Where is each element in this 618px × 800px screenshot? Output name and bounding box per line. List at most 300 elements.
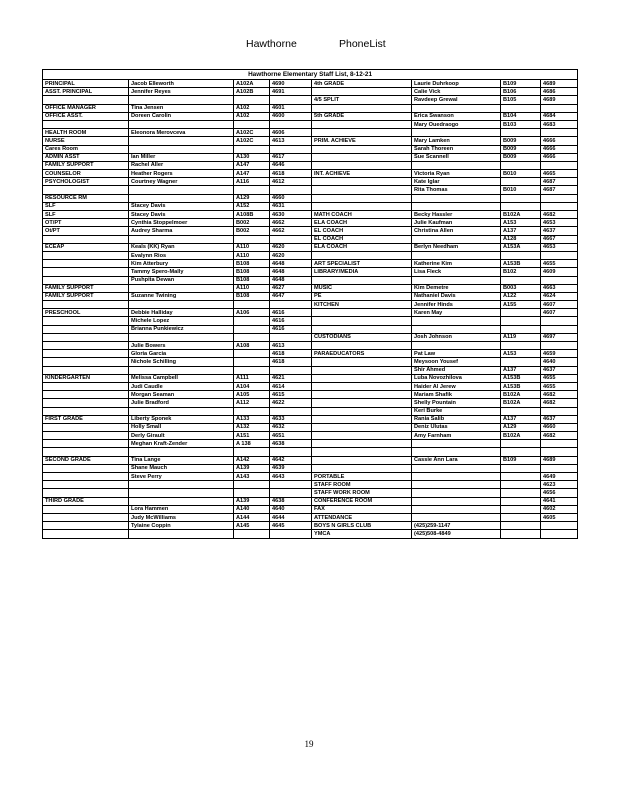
left-role-cell: OFFICE MANAGER <box>43 104 129 112</box>
left-ext-cell: 4618 <box>270 170 312 178</box>
table-row <box>43 227 578 235</box>
right-ext-cell <box>541 104 578 112</box>
left-ext-cell: 4633 <box>270 415 312 423</box>
table-row <box>43 243 578 251</box>
right-room-cell <box>501 522 541 530</box>
right-room-cell <box>501 129 541 137</box>
left-room-cell <box>234 366 270 374</box>
table-row <box>43 350 578 358</box>
right-room-cell: B109 <box>501 456 541 464</box>
right-name-cell: Ravdeep Grewal <box>412 96 501 104</box>
right-role-cell <box>312 464 412 472</box>
right-room-cell: B009 <box>501 137 541 145</box>
left-ext-cell: 4621 <box>270 374 312 382</box>
left-role-cell <box>43 407 129 415</box>
left-ext-cell <box>270 120 312 128</box>
left-role-cell <box>43 513 129 521</box>
table-row <box>43 260 578 268</box>
left-room-cell: A110 <box>234 243 270 251</box>
left-room-cell: A102C <box>234 137 270 145</box>
right-room-cell: B102A <box>501 399 541 407</box>
left-ext-cell <box>270 448 312 456</box>
left-role-cell: FAMILY SUPPORT <box>43 161 129 169</box>
right-ext-cell: 4609 <box>541 268 578 276</box>
right-role-cell <box>312 391 412 399</box>
right-room-cell: A153A <box>501 243 541 251</box>
left-name-cell: Keals (KK) Ryan <box>129 243 234 251</box>
right-room-cell <box>501 251 541 259</box>
right-role-cell <box>312 317 412 325</box>
left-name-cell <box>129 301 234 309</box>
right-role-cell <box>312 161 412 169</box>
right-ext-cell: 4660 <box>541 423 578 431</box>
left-ext-cell: 4647 <box>270 292 312 300</box>
right-room-cell: A129 <box>501 423 541 431</box>
right-ext-cell: 4666 <box>541 145 578 153</box>
right-room-cell: A153B <box>501 374 541 382</box>
table-row <box>43 219 578 227</box>
right-role-cell: KITCHEN <box>312 301 412 309</box>
right-name-cell: Mary Ouedraogo <box>412 120 501 128</box>
table-row <box>43 129 578 137</box>
right-name-cell: Josh Johnson <box>412 333 501 341</box>
left-name-cell: Derly Girault <box>129 432 234 440</box>
right-room-cell: B003 <box>501 284 541 292</box>
right-role-cell <box>312 366 412 374</box>
right-role-cell <box>312 358 412 366</box>
left-ext-cell: 4640 <box>270 505 312 513</box>
left-ext-cell: 4638 <box>270 497 312 505</box>
table-row <box>43 489 578 497</box>
right-room-cell <box>501 530 541 538</box>
left-ext-cell: 4616 <box>270 309 312 317</box>
right-name-cell <box>412 161 501 169</box>
right-role-cell <box>312 382 412 390</box>
left-ext-cell: 4662 <box>270 219 312 227</box>
right-room-cell <box>501 276 541 284</box>
right-ext-cell: 4682 <box>541 391 578 399</box>
left-room-cell: A110 <box>234 284 270 292</box>
right-role-cell: MATH COACH <box>312 211 412 219</box>
left-name-cell <box>129 489 234 497</box>
left-name-cell: Brianna Punkiewicz <box>129 325 234 333</box>
left-name-cell: Jennifer Reyes <box>129 88 234 96</box>
left-ext-cell: 4639 <box>270 464 312 472</box>
left-role-cell: FAMILY SUPPORT <box>43 284 129 292</box>
right-ext-cell <box>541 251 578 259</box>
right-name-cell <box>412 235 501 243</box>
right-room-cell <box>501 473 541 481</box>
right-room-cell: A128 <box>501 235 541 243</box>
right-role-cell: EL COACH <box>312 227 412 235</box>
right-name-cell: Nathaniel Davis <box>412 292 501 300</box>
right-name-cell: Karen May <box>412 309 501 317</box>
left-role-cell: OT/PT <box>43 219 129 227</box>
right-role-cell <box>312 399 412 407</box>
table-row <box>43 522 578 530</box>
left-name-cell: Pushpita Dewan <box>129 276 234 284</box>
right-role-cell <box>312 178 412 186</box>
left-room-cell: A132 <box>234 423 270 431</box>
left-room-cell: A110 <box>234 251 270 259</box>
right-room-cell: A122 <box>501 292 541 300</box>
right-room-cell <box>501 194 541 202</box>
left-room-cell: A105 <box>234 391 270 399</box>
right-room-cell <box>501 178 541 186</box>
right-room-cell <box>501 407 541 415</box>
right-name-cell <box>412 489 501 497</box>
staff-table <box>42 69 578 539</box>
right-ext-cell: 4653 <box>541 219 578 227</box>
right-name-cell: Amy Farnham <box>412 432 501 440</box>
right-ext-cell <box>541 317 578 325</box>
right-name-cell: Deniz Ulutas <box>412 423 501 431</box>
right-role-cell <box>312 88 412 96</box>
left-ext-cell: 4618 <box>270 350 312 358</box>
right-room-cell <box>501 342 541 350</box>
right-room-cell <box>501 161 541 169</box>
left-role-cell <box>43 301 129 309</box>
left-ext-cell <box>270 301 312 309</box>
left-ext-cell: 4644 <box>270 513 312 521</box>
right-room-cell: B102A <box>501 211 541 219</box>
right-ext-cell <box>541 530 578 538</box>
left-role-cell <box>43 96 129 104</box>
left-ext-cell: 4613 <box>270 342 312 350</box>
left-role-cell <box>43 120 129 128</box>
table-row <box>43 382 578 390</box>
table-row <box>43 358 578 366</box>
left-room-cell <box>234 481 270 489</box>
left-name-cell: Judi Caudle <box>129 382 234 390</box>
table-row <box>43 202 578 210</box>
right-ext-cell: 4682 <box>541 432 578 440</box>
left-role-cell: SLF <box>43 211 129 219</box>
left-name-cell: Julie Bradford <box>129 399 234 407</box>
left-room-cell <box>234 489 270 497</box>
right-ext-cell: 4687 <box>541 186 578 194</box>
right-role-cell: MUSIC <box>312 284 412 292</box>
table-row <box>43 194 578 202</box>
right-name-cell: Laurie Duhrkoop <box>412 80 501 88</box>
table-row <box>43 120 578 128</box>
right-room-cell <box>501 505 541 513</box>
right-room-cell: A153B <box>501 260 541 268</box>
table-row <box>43 440 578 448</box>
right-ext-cell: 4637 <box>541 227 578 235</box>
header-doc: PhoneList <box>339 38 386 50</box>
left-room-cell <box>234 407 270 415</box>
left-room-cell: A139 <box>234 497 270 505</box>
left-room-cell: A108B <box>234 211 270 219</box>
right-role-cell: 4th GRADE <box>312 80 412 88</box>
right-ext-cell: 4607 <box>541 309 578 317</box>
left-name-cell <box>129 407 234 415</box>
right-room-cell: B104 <box>501 112 541 120</box>
right-role-cell <box>312 415 412 423</box>
left-room-cell: A147 <box>234 170 270 178</box>
left-room-cell: A102 <box>234 104 270 112</box>
left-name-cell: Tina Lange <box>129 456 234 464</box>
right-ext-cell: 4623 <box>541 481 578 489</box>
table-row <box>43 423 578 431</box>
right-name-cell: Jennifer Hinds <box>412 301 501 309</box>
right-name-cell: Calie Vick <box>412 88 501 96</box>
right-ext-cell: 4684 <box>541 112 578 120</box>
right-name-cell: Sarah Thoreen <box>412 145 501 153</box>
left-room-cell: A140 <box>234 505 270 513</box>
left-role-cell: RESOURCE RM <box>43 194 129 202</box>
left-ext-cell: 4643 <box>270 473 312 481</box>
left-role-cell: ECEAP <box>43 243 129 251</box>
left-ext-cell <box>270 96 312 104</box>
left-role-cell <box>43 464 129 472</box>
left-name-cell: Evalynn Rios <box>129 251 234 259</box>
table-row <box>43 481 578 489</box>
right-name-cell: Becky Hassler <box>412 211 501 219</box>
left-name-cell: Lora Hammen <box>129 505 234 513</box>
left-ext-cell <box>270 407 312 415</box>
left-name-cell: Heather Rogers <box>129 170 234 178</box>
right-name-cell <box>412 440 501 448</box>
left-ext-cell: 4620 <box>270 251 312 259</box>
left-name-cell: Jacob Elleworth <box>129 80 234 88</box>
table-row <box>43 211 578 219</box>
left-role-cell <box>43 358 129 366</box>
table-row <box>43 325 578 333</box>
left-ext-cell: 4645 <box>270 522 312 530</box>
left-role-cell <box>43 366 129 374</box>
left-name-cell <box>129 284 234 292</box>
left-room-cell: A102 <box>234 112 270 120</box>
right-role-cell <box>312 325 412 333</box>
table-row <box>43 301 578 309</box>
right-name-cell: Cassie Ann Lara <box>412 456 501 464</box>
left-role-cell <box>43 432 129 440</box>
left-room-cell <box>234 350 270 358</box>
left-room-cell: A104 <box>234 382 270 390</box>
right-name-cell <box>412 342 501 350</box>
right-room-cell <box>501 317 541 325</box>
left-room-cell <box>234 325 270 333</box>
table-row <box>43 88 578 96</box>
right-room-cell <box>501 440 541 448</box>
left-role-cell: ASST. PRINCIPAL <box>43 88 129 96</box>
table-row <box>43 530 578 538</box>
right-room-cell: B009 <box>501 145 541 153</box>
left-name-cell: Julie Bowers <box>129 342 234 350</box>
right-role-cell: 5th GRADE <box>312 112 412 120</box>
left-role-cell <box>43 268 129 276</box>
right-role-cell <box>312 145 412 153</box>
right-name-cell <box>412 464 501 472</box>
right-name-cell: Sue Scannell <box>412 153 501 161</box>
right-room-cell <box>501 497 541 505</box>
right-room-cell: B105 <box>501 96 541 104</box>
left-name-cell: Tylaine Coppin <box>129 522 234 530</box>
right-name-cell: Shir Ahmed <box>412 366 501 374</box>
left-name-cell: Kim Atterbury <box>129 260 234 268</box>
table-row <box>43 473 578 481</box>
left-ext-cell: 4600 <box>270 112 312 120</box>
left-room-cell <box>234 186 270 194</box>
left-name-cell <box>129 186 234 194</box>
right-role-cell: 4/5 SPLIT <box>312 96 412 104</box>
left-name-cell: Melissa Campbell <box>129 374 234 382</box>
left-role-cell: PRESCHOOL <box>43 309 129 317</box>
left-name-cell <box>129 497 234 505</box>
right-role-cell: ART SPECIALIST <box>312 260 412 268</box>
left-name-cell: Shane Mauch <box>129 464 234 472</box>
right-ext-cell: 4689 <box>541 80 578 88</box>
table-row <box>43 374 578 382</box>
left-room-cell: B002 <box>234 219 270 227</box>
right-role-cell <box>312 456 412 464</box>
left-ext-cell: 4618 <box>270 358 312 366</box>
right-role-cell: INT. ACHIEVE <box>312 170 412 178</box>
table-row <box>43 145 578 153</box>
right-ext-cell: 4649 <box>541 473 578 481</box>
table-row <box>43 513 578 521</box>
left-role-cell <box>43 333 129 341</box>
right-role-cell <box>312 448 412 456</box>
right-role-cell <box>312 153 412 161</box>
left-role-cell <box>43 440 129 448</box>
right-name-cell: Mary Lamken <box>412 137 501 145</box>
left-role-cell <box>43 325 129 333</box>
right-name-cell: Pat Law <box>412 350 501 358</box>
right-ext-cell: 4689 <box>541 96 578 104</box>
right-room-cell <box>501 358 541 366</box>
right-room-cell <box>501 513 541 521</box>
left-ext-cell: 4648 <box>270 276 312 284</box>
right-role-cell: PE <box>312 292 412 300</box>
left-name-cell: Tammy Spero-Mally <box>129 268 234 276</box>
left-ext-cell: 4638 <box>270 440 312 448</box>
table-row <box>43 432 578 440</box>
right-ext-cell <box>541 276 578 284</box>
right-name-cell <box>412 325 501 333</box>
table-row <box>43 456 578 464</box>
table-row <box>43 391 578 399</box>
right-role-cell: LIBRARY/MEDIA <box>312 268 412 276</box>
table-row <box>43 399 578 407</box>
left-room-cell <box>234 235 270 243</box>
right-room-cell: B102 <box>501 268 541 276</box>
right-ext-cell: 4687 <box>541 178 578 186</box>
left-role-cell <box>43 251 129 259</box>
left-ext-cell: 4642 <box>270 456 312 464</box>
table-row <box>43 505 578 513</box>
right-ext-cell <box>541 342 578 350</box>
right-role-cell <box>312 342 412 350</box>
left-name-cell: Gloria Garcia <box>129 350 234 358</box>
table-row <box>43 268 578 276</box>
left-room-cell: A143 <box>234 473 270 481</box>
table-row <box>43 497 578 505</box>
right-role-cell <box>312 407 412 415</box>
left-ext-cell: 4617 <box>270 153 312 161</box>
left-room-cell: A116 <box>234 178 270 186</box>
left-role-cell: THIRD GRADE <box>43 497 129 505</box>
table-row <box>43 170 578 178</box>
left-room-cell: A133 <box>234 415 270 423</box>
table-row <box>43 153 578 161</box>
right-name-cell: Haider Al Jerew <box>412 382 501 390</box>
left-role-cell: PRINCIPAL <box>43 80 129 88</box>
right-name-cell: Luba Novozhilova <box>412 374 501 382</box>
left-ext-cell: 4651 <box>270 432 312 440</box>
left-name-cell: Nichole Schilling <box>129 358 234 366</box>
left-ext-cell: 4614 <box>270 382 312 390</box>
left-room-cell: A139 <box>234 464 270 472</box>
right-ext-cell <box>541 129 578 137</box>
table-row <box>43 407 578 415</box>
right-room-cell: A153B <box>501 382 541 390</box>
left-name-cell <box>129 137 234 145</box>
right-role-cell: PARAEDUCATORS <box>312 350 412 358</box>
right-room-cell: A153 <box>501 350 541 358</box>
left-name-cell: Cynthia Stoppelmoer <box>129 219 234 227</box>
right-room-cell: B106 <box>501 88 541 96</box>
left-name-cell: Stacey Davis <box>129 202 234 210</box>
right-role-cell: ELA COACH <box>312 243 412 251</box>
left-role-cell <box>43 448 129 456</box>
table-row <box>43 186 578 194</box>
left-room-cell <box>234 120 270 128</box>
left-name-cell: Suzanne Twining <box>129 292 234 300</box>
right-name-cell <box>412 317 501 325</box>
right-name-cell: Mariam Shafik <box>412 391 501 399</box>
left-role-cell: KINDERGARTEN <box>43 374 129 382</box>
table-row <box>43 276 578 284</box>
header-school: Hawthorne <box>246 38 297 50</box>
left-name-cell <box>129 448 234 456</box>
left-name-cell: Eleonora Merovceva <box>129 129 234 137</box>
right-room-cell: B103 <box>501 120 541 128</box>
right-role-cell <box>312 309 412 317</box>
left-role-cell <box>43 489 129 497</box>
table-row <box>43 448 578 456</box>
left-ext-cell: 4660 <box>270 194 312 202</box>
right-ext-cell: 4653 <box>541 243 578 251</box>
right-role-cell <box>312 432 412 440</box>
right-ext-cell: 4624 <box>541 292 578 300</box>
right-name-cell <box>412 251 501 259</box>
right-name-cell: Katherine Kim <box>412 260 501 268</box>
left-name-cell <box>129 120 234 128</box>
left-room-cell <box>234 301 270 309</box>
left-role-cell: ADMIN ASST <box>43 153 129 161</box>
left-room-cell: A102B <box>234 88 270 96</box>
left-room-cell: A152 <box>234 202 270 210</box>
right-role-cell <box>312 276 412 284</box>
table-row <box>43 415 578 423</box>
right-room-cell: A119 <box>501 333 541 341</box>
table-row <box>43 96 578 104</box>
right-ext-cell: 4641 <box>541 497 578 505</box>
left-name-cell: Liberty Sponek <box>129 415 234 423</box>
left-role-cell <box>43 235 129 243</box>
left-ext-cell <box>270 489 312 497</box>
right-room-cell: B102A <box>501 391 541 399</box>
right-ext-cell <box>541 440 578 448</box>
left-name-cell: Morgan Seaman <box>129 391 234 399</box>
left-room-cell: A102C <box>234 129 270 137</box>
right-room-cell <box>501 309 541 317</box>
right-role-cell: CUSTODIANS <box>312 333 412 341</box>
left-room-cell <box>234 448 270 456</box>
